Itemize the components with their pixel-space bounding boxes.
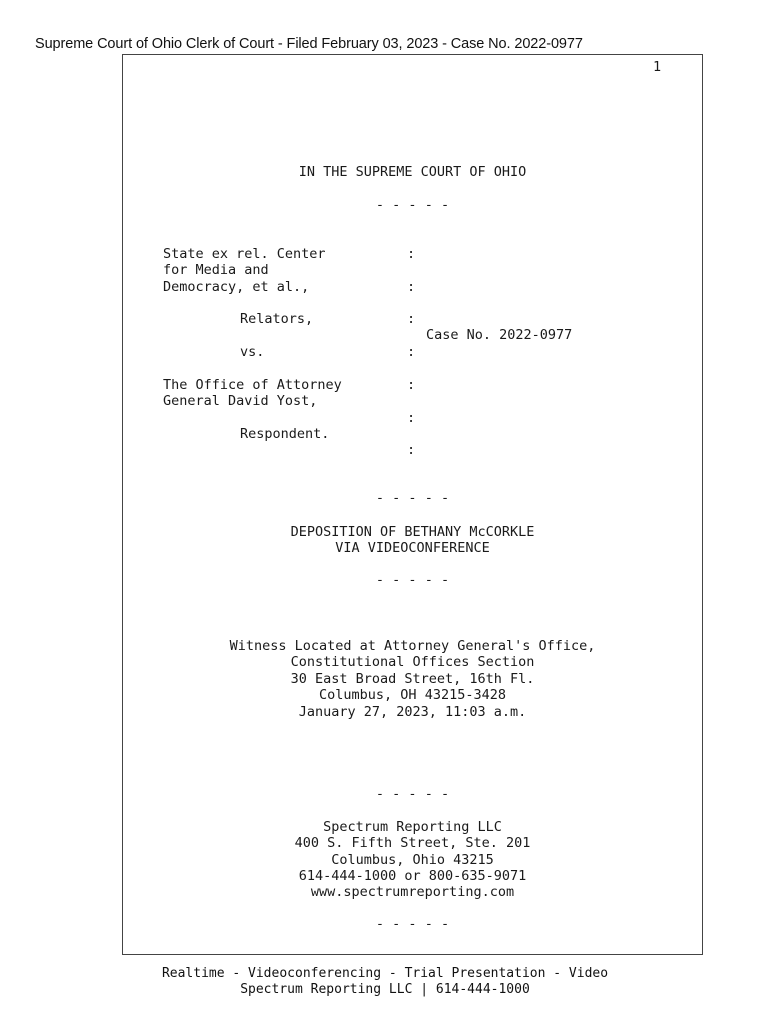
deposition-title: DEPOSITION OF BETHANY McCORKLE (290, 524, 535, 540)
footer-services: Realtime - Videoconferencing - Trial Presentation - Video (161, 966, 609, 981)
location-line: 30 East Broad Street, 16th Fl. (290, 671, 535, 687)
reporter-line: 400 S. Fifth Street, Ste. 201 (294, 835, 531, 851)
filing-header: Supreme Court of Ohio Clerk of Court - Filed February 03, 2023 - Case No. 2022-0977 (35, 36, 583, 52)
separator: - - - - - (375, 490, 450, 506)
location-line: Constitutional Offices Section (290, 654, 535, 670)
case-number: Case No. 2022-0977 (426, 327, 573, 343)
transcript-page (122, 54, 703, 955)
relators-name-line: Democracy, et al., (163, 279, 310, 295)
footer-contact: Spectrum Reporting LLC | 614-444-1000 (240, 982, 530, 997)
reporter-line: 614-444-1000 or 800-635-9071 (298, 868, 527, 884)
separator: - - - - - (375, 916, 450, 932)
separator: - - - - - (375, 786, 450, 802)
caption-colon: : (407, 442, 416, 458)
relators-name-line: State ex rel. Center (163, 246, 326, 262)
relators-name-line: for Media and (163, 262, 269, 278)
reporter-line: Columbus, Ohio 43215 (331, 852, 494, 868)
caption-colon: : (407, 410, 416, 426)
location-line: Columbus, OH 43215-3428 (319, 687, 506, 703)
page-number: 1 (653, 59, 662, 75)
separator: - - - - - (375, 197, 450, 213)
respondent-label: Respondent. (240, 426, 330, 442)
reporter-website: www.spectrumreporting.com (310, 884, 515, 900)
respondent-name-line: General David Yost, (163, 393, 318, 409)
caption-colon: : (407, 246, 416, 262)
court-title: IN THE SUPREME COURT OF OHIO (298, 164, 527, 180)
caption-colon: : (407, 279, 416, 295)
respondent-name-line: The Office of Attorney (163, 377, 342, 393)
deposition-subtitle: VIA VIDEOCONFERENCE (335, 540, 490, 556)
caption-colon: : (407, 377, 416, 393)
reporter-line: Spectrum Reporting LLC (323, 819, 502, 835)
caption-colon: : (407, 311, 416, 327)
location-date: January 27, 2023, 11:03 a.m. (298, 704, 527, 720)
separator: - - - - - (375, 572, 450, 588)
vs-label: vs. (240, 344, 265, 360)
caption-colon: : (407, 344, 416, 360)
page-footer (0, 966, 770, 998)
location-line: Witness Located at Attorney General's Office, (229, 638, 596, 654)
relators-label: Relators, (240, 311, 314, 327)
